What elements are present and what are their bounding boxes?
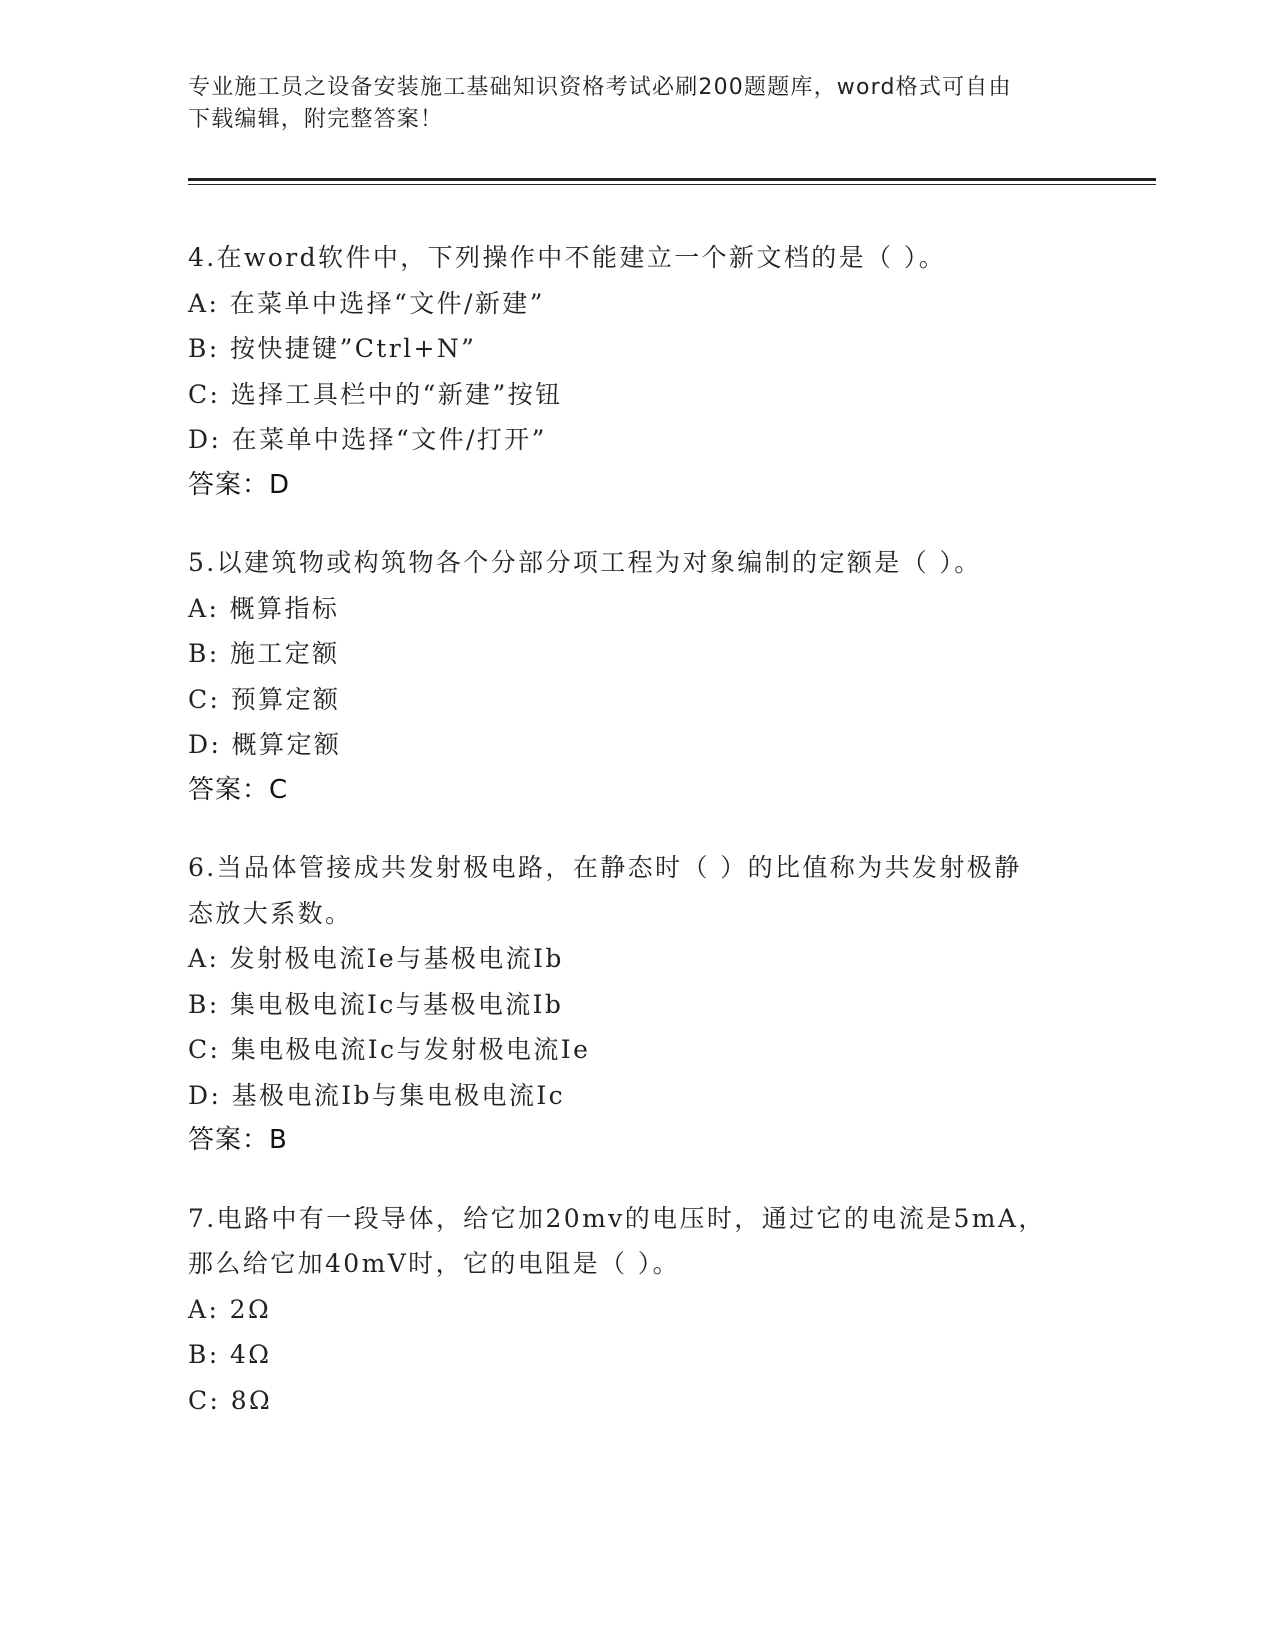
option-text: 集电极电流Ic与基极电流Ib: [229, 989, 564, 1019]
answer-option: [188, 417, 1088, 463]
option-letter: B:: [188, 334, 220, 363]
option-letter: C:: [188, 1385, 221, 1415]
option-text: 8Ω: [230, 1385, 273, 1415]
question-stem: 态放大系数。: [188, 898, 353, 928]
answer-option: [188, 982, 1088, 1028]
option-text: 按快捷键”Ctrl+N”: [229, 334, 477, 363]
question-list: [188, 235, 1088, 1455]
option-letter: C:: [188, 684, 221, 714]
option-letter: B:: [188, 1340, 220, 1369]
header-rule-thin: [188, 184, 1156, 185]
option-text: 概算指标: [229, 593, 340, 623]
header-line-2: 下载编辑，附完整答案！: [188, 107, 444, 132]
option-text: 在菜单中选择“文件/新建”: [229, 288, 545, 318]
question-block: [188, 540, 1088, 813]
answer-option: [188, 281, 1088, 327]
question-block: [188, 235, 1088, 508]
question-stem: 6.当品体管接成共发射极电路，在静态时（ ）的比值称为共发射极静: [188, 853, 1022, 882]
answer-option: [188, 631, 1088, 677]
question-stem: 4.在word软件中，下列操作中不能建立一个新文档的是（ ）。: [188, 243, 947, 272]
option-letter: D:: [188, 730, 222, 759]
option-text: 概算定额: [231, 730, 342, 759]
answer-option: [188, 1073, 1088, 1119]
answer-option: [188, 1332, 1088, 1378]
document-header: [188, 72, 1088, 136]
option-letter: A:: [188, 593, 220, 623]
question-block: [188, 845, 1088, 1164]
option-letter: A:: [188, 288, 220, 318]
option-text: 在菜单中选择“文件/打开”: [231, 425, 547, 454]
option-text: 4Ω: [229, 1340, 272, 1369]
option-text: 预算定额: [230, 684, 341, 714]
answer-key: 答案：D: [188, 469, 291, 500]
answer-option: [188, 1287, 1088, 1333]
option-letter: B:: [188, 989, 220, 1019]
option-text: 发射极电流Ie与基极电流Ib: [229, 944, 564, 973]
answer-option: [188, 936, 1088, 982]
option-text: 2Ω: [229, 1294, 272, 1324]
question-stem: 那么给它加40mV时，它的电阻是（ ）。: [188, 1249, 681, 1278]
answer-option: [188, 677, 1088, 723]
option-letter: B:: [188, 639, 220, 668]
question-stem: 5.以建筑物或构筑物各个分部分项工程为对象编制的定额是（ ）。: [188, 548, 982, 577]
option-letter: D:: [188, 1080, 222, 1110]
option-letter: C:: [188, 1035, 221, 1064]
answer-option: [188, 1378, 1088, 1424]
option-text: 集电极电流Ic与发射极电流Ie: [230, 1035, 591, 1064]
answer-option: [188, 372, 1088, 418]
option-letter: A:: [188, 944, 220, 973]
header-line-1: 专业施工员之设备安装施工基础知识资格考试必刷200题题库，word格式可自由: [188, 75, 1012, 100]
answer-key: 答案：B: [188, 1125, 288, 1155]
answer-option: [188, 1027, 1088, 1073]
option-letter: D:: [188, 425, 222, 454]
header-rule-thick: [188, 178, 1156, 181]
option-letter: C:: [188, 379, 221, 409]
answer-option: [188, 586, 1088, 632]
answer-key: 答案：C: [188, 774, 289, 805]
question-stem: 7.电路中有一段导体，给它加20mv的电压时，通过它的电流是5mA，: [188, 1203, 1046, 1233]
option-letter: A:: [188, 1294, 220, 1324]
option-text: 施工定额: [229, 639, 340, 668]
answer-option: [188, 326, 1088, 372]
option-text: 选择工具栏中的“新建”按钮: [230, 379, 563, 409]
answer-option: [188, 722, 1088, 768]
question-block: [188, 1196, 1088, 1424]
option-text: 基极电流Ib与集电极电流Ic: [231, 1080, 565, 1110]
